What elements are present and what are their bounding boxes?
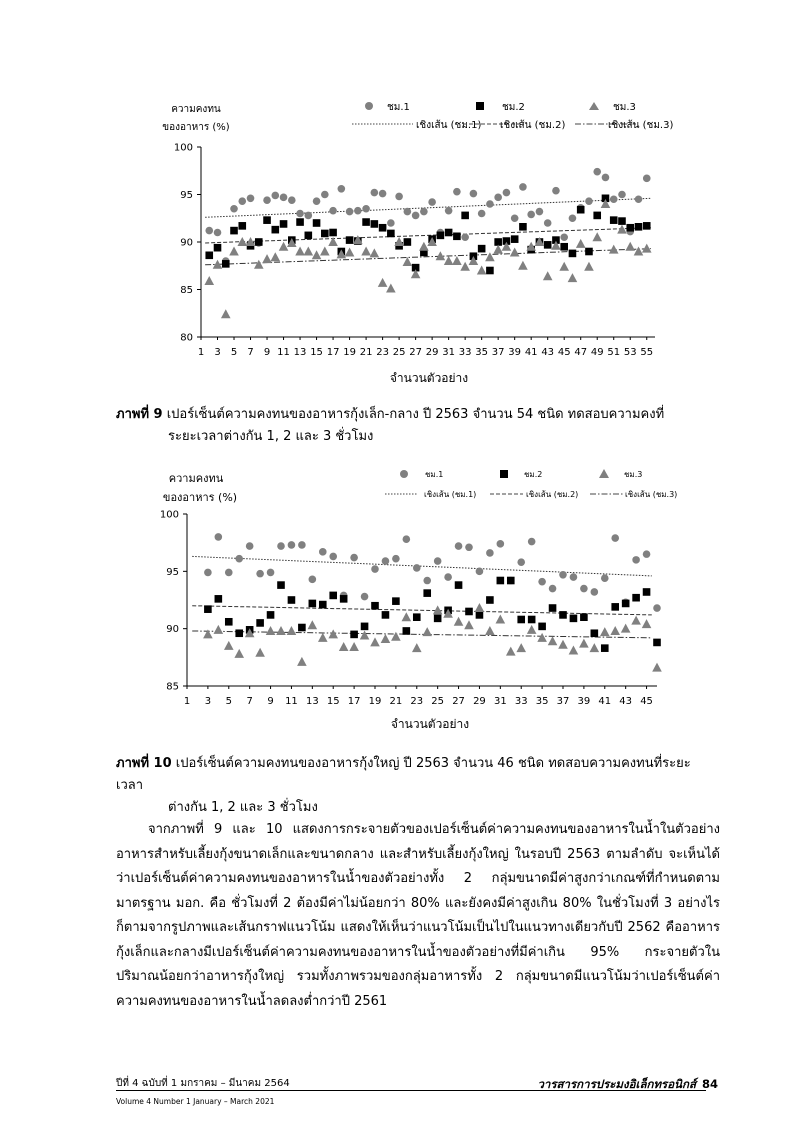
x-tick-label: 55 (640, 347, 654, 358)
x-tick-label: 21 (389, 696, 403, 707)
point-series-3 (360, 631, 370, 640)
x-tick-label: 35 (475, 347, 489, 358)
footer-issue (116, 1077, 290, 1090)
x-tick-label: 13 (293, 347, 307, 358)
y-tick-label: 85 (180, 285, 193, 296)
x-tick-label: 53 (623, 347, 637, 358)
footer-issue-english: Volume 4 Number 1 January – March 2021 (116, 1097, 275, 1106)
axes (187, 514, 657, 686)
x-tick-label: 23 (410, 696, 424, 707)
x-tick-label: 21 (359, 347, 373, 358)
point-series-1 (476, 568, 484, 576)
y-tick-label: 90 (180, 237, 193, 249)
point-series-2 (632, 594, 640, 602)
point-series-1 (204, 569, 212, 577)
point-series-2 (392, 597, 400, 605)
x-tick-label: 51 (607, 347, 621, 358)
point-series-3 (516, 643, 526, 652)
point-series-3 (349, 642, 359, 651)
footer-issue-english-wrap (116, 1095, 274, 1108)
point-series-3 (631, 616, 641, 625)
legend-trend-label-3: เชิงเส้น (ชม.3) (625, 490, 678, 499)
point-series-2 (371, 602, 379, 610)
point-series-1 (277, 542, 285, 550)
x-tick-label: 11 (277, 347, 290, 358)
point-series-2 (611, 603, 619, 611)
point-series-1 (528, 538, 536, 546)
point-series-3 (454, 617, 464, 626)
legend-trend-label-1: เชิงเส้น (ชม.1) (416, 120, 482, 131)
point-series-1 (423, 577, 431, 585)
point-series-3 (224, 641, 234, 650)
page-number: 84 (701, 1077, 718, 1091)
y-axis-label-line2: ของอาหาร (%) (162, 122, 230, 133)
point-series-2 (434, 615, 442, 623)
point-series-1 (392, 555, 400, 563)
x-tick-label: 41 (598, 696, 612, 707)
legend-label-series-2: ชม.2 (502, 102, 525, 113)
point-series-2 (455, 581, 463, 589)
point-series-2 (340, 595, 348, 603)
y-ticks (160, 510, 187, 693)
point-series-3 (610, 626, 620, 635)
point-series-1 (538, 578, 546, 586)
point-series-2 (653, 639, 661, 647)
point-series-2 (643, 588, 651, 596)
point-series-3 (527, 625, 537, 634)
point-series-1 (319, 548, 327, 556)
legend-marker-series-3 (599, 469, 609, 478)
footer-issue-thai: ปีที่ 4 ฉบับที่ 1 มกราคม – มีนาคม 2564 (116, 1078, 290, 1089)
point-series-1 (580, 585, 588, 593)
x-tick-label: 5 (225, 696, 232, 707)
point-series-3 (579, 639, 589, 648)
point-series-2 (486, 596, 494, 604)
point-series-3 (506, 647, 516, 656)
point-series-1 (413, 564, 421, 572)
x-tick-label: 29 (425, 347, 439, 358)
y-tick-label: 80 (180, 332, 193, 344)
x-tick-label: 27 (452, 696, 465, 707)
point-series-2 (382, 611, 390, 619)
point-series-2 (559, 611, 567, 619)
figure-9-label: ภาพที่ 9 (116, 407, 163, 422)
x-tick-label: 45 (557, 347, 571, 358)
x-tick-label: 45 (640, 696, 653, 707)
point-series-3 (297, 657, 307, 666)
point-series-3 (328, 629, 338, 638)
point-series-1 (570, 573, 578, 581)
x-tick-label: 1 (197, 347, 205, 358)
point-series-3 (266, 626, 276, 635)
x-tick-label: 37 (491, 347, 505, 358)
x-tick-label: 43 (541, 347, 555, 358)
y-tick-label: 100 (173, 142, 193, 154)
x-tick-label: 1 (183, 696, 191, 707)
point-series-1 (486, 549, 494, 557)
x-tick-label: 49 (590, 347, 604, 358)
point-series-1 (256, 570, 264, 578)
x-tick-label: 11 (285, 696, 298, 707)
y-tick-label: 100 (159, 509, 179, 521)
y-axis-label-line1: ความคงทน (171, 104, 221, 115)
legend-marker-series-2 (500, 470, 508, 478)
point-series-1 (309, 576, 317, 584)
y-axis-label-line1: ความคงทน (168, 472, 224, 485)
point-series-2 (622, 600, 630, 608)
point-series-3 (642, 619, 652, 628)
point-series-2 (225, 618, 233, 626)
point-series-3 (402, 612, 412, 621)
x-tick-label: 9 (263, 347, 271, 358)
point-series-1 (361, 593, 369, 601)
figure-9-caption-line2: ระยะเวลาต่างกัน 1, 2 และ 3 ชั่วโมง (168, 429, 374, 444)
point-series-2 (267, 611, 275, 619)
legend-label-series-2: ชม.2 (524, 470, 543, 479)
x-axis-label: จำนวนตัวอย่าง (390, 717, 470, 731)
point-series-3 (537, 633, 547, 642)
footer-journal (537, 1076, 718, 1094)
point-series-3 (600, 627, 610, 636)
point-series-2 (413, 613, 421, 621)
point-series-3 (464, 620, 474, 629)
point-series-1 (444, 573, 452, 581)
x-tick-label: 31 (442, 347, 456, 358)
point-series-2 (476, 611, 484, 619)
x-tick-label: 7 (246, 696, 253, 707)
point-series-1 (403, 535, 411, 543)
point-series-2 (517, 616, 525, 624)
point-series-2 (350, 631, 358, 639)
x-tick-label: 33 (514, 696, 528, 707)
point-series-1 (591, 588, 599, 596)
point-series-1 (632, 556, 640, 564)
point-series-2 (528, 616, 536, 624)
legend-label-series-1: ชม.1 (425, 470, 444, 479)
point-series-1 (235, 555, 243, 563)
x-tick-label: 9 (267, 696, 274, 707)
point-series-2 (235, 629, 243, 637)
x-tick-label: 15 (326, 696, 340, 707)
point-series-2 (570, 615, 578, 623)
legend-trend-label-2: เชิงเส้น (ชม.2) (500, 120, 566, 131)
x-tick-label: 13 (305, 696, 319, 707)
point-series-2 (591, 629, 599, 637)
point-series-2 (423, 589, 431, 597)
point-series-2 (277, 581, 285, 589)
x-tick-label: 47 (574, 347, 588, 358)
legend-trend-label-1: เชิงเส้น (ชม.1) (424, 490, 477, 499)
x-tick-label: 23 (376, 347, 389, 358)
legend-label-series-3: ชม.3 (624, 470, 643, 479)
x-tick-label: 5 (230, 347, 238, 358)
x-tick-label: 35 (535, 696, 549, 707)
point-series-3 (255, 648, 265, 657)
figure-10-caption-line2: ต่างกัน 1, 2 และ 3 ชั่วโมง (168, 800, 318, 815)
point-series-1 (653, 604, 661, 612)
point-series-1 (267, 569, 275, 577)
x-tick-label: 41 (524, 347, 538, 358)
point-series-3 (276, 626, 286, 635)
trendline-3 (192, 631, 652, 638)
point-series-3 (496, 614, 506, 623)
point-series-2 (497, 577, 505, 585)
legend-trend-label-3: เชิงเส้น (ชม.3) (608, 120, 674, 131)
x-axis-label: จำนวนตัวอย่าง (389, 371, 469, 385)
point-series-1 (549, 585, 557, 593)
x-tick-label: 39 (577, 696, 591, 707)
point-series-2 (329, 592, 337, 600)
body-paragraph: จากภาพที่ 9 และ 10 แสดงการกระจายตัวของเปอร์เซ็นต์ค่าความคงทนของอาหารในน้ำในตัวอย่างอาหารสำหรับเลี้ยงกุ้งขนาดเล็กและขนาดกลาง และสำหรับเลี้ยงกุ้งใหญ่ ในรอบปี 2563 ตามลำดับ จะเห็นได้ว่าเปอร์เซ็นต์ค่าความคงทนของอาหารในน้ำของตัวอย่างทั้ง 2 กลุ่มขนาดมีค่าสูงกว่าเกณฑ์ที่กำหนดตามมาตรฐาน มอก. คือ ชั่วโมงที่ 2 ต้องมีค่าไม่น้อยกว่า 80% และยังคงมีค่าสูงเกิน 80% ในชั่วโมงที่ 3 อย่างไรก็ตามจากรูปภาพและเส้นกราฟแนวโน้ม แสดงให้เห็นว่าแนวโน้มเป็นไปในแนวทางเดียวกับปี 2562 คืออาหารกุ้งเล็กและกลางมีเปอร์เซ็นต์ค่าความคงทนของอาหารในน้ำของตัวอย่างที่มีค่าเกิน 95% กระจายตัวในปริมาณน้อยกว่าอาหารกุ้งใหญ่ รวมทั้งภาพรวมของกลุ่มอาหารทั้ง 2 กลุ่มขนาดมีแนวโน้มว่าเปอร์เซ็นต์ค่าความคงทนของอาหารในน้ำลดลงต่ำกว่าปี 2561 (116, 822, 720, 1009)
point-series-3 (621, 624, 631, 633)
point-series-2 (601, 644, 609, 652)
figure-10-caption (116, 753, 716, 819)
point-series-2 (507, 577, 515, 585)
point-series-1 (611, 534, 619, 542)
point-series-3 (558, 640, 568, 649)
y-tick-label: 85 (166, 681, 179, 693)
point-series-3 (308, 620, 318, 629)
x-tick-label: 31 (493, 696, 507, 707)
point-series-3 (590, 643, 600, 652)
point-series-3 (391, 632, 401, 641)
point-series-3 (569, 645, 579, 654)
point-series-3 (234, 649, 244, 658)
legend-label-series-3: ชม.3 (613, 102, 636, 113)
point-series-1 (298, 541, 306, 549)
point-series-3 (433, 605, 443, 614)
y-tick-label: 95 (166, 566, 179, 578)
point-series-2 (215, 595, 223, 603)
x-tick-label: 33 (458, 347, 472, 358)
point-series-1 (382, 557, 390, 565)
point-series-2 (309, 600, 317, 608)
x-tick-label: 7 (247, 347, 254, 358)
point-series-1 (643, 550, 651, 558)
point-series-2 (204, 605, 212, 613)
legend-trend-label-2: เชิงเส้น (ชม.2) (526, 490, 579, 499)
point-series-1 (371, 565, 379, 573)
point-series-2 (361, 623, 369, 631)
point-series-1 (601, 574, 609, 582)
x-tick-label: 27 (409, 347, 422, 358)
figure-10-label: ภาพที่ 10 (116, 756, 172, 771)
legend (385, 469, 677, 499)
point-series-3 (475, 603, 485, 612)
x-tick-label: 37 (556, 696, 570, 707)
point-series-3 (485, 626, 495, 635)
x-tick-label: 39 (508, 347, 522, 358)
point-series-2 (256, 619, 264, 627)
point-series-3 (339, 642, 349, 651)
point-series-3 (318, 633, 328, 642)
point-series-3 (548, 636, 558, 645)
journal-name: วารสารการประมงอิเล็กทรอนิกส์ (537, 1077, 696, 1091)
point-series-2 (580, 613, 588, 621)
point-series-1 (246, 542, 254, 550)
legend-marker-series-1 (400, 470, 408, 478)
point-series-1 (497, 540, 505, 548)
x-tick-label: 19 (368, 696, 382, 707)
x-tick-label: 29 (473, 696, 486, 707)
legend-label-series-1: ชม.1 (387, 102, 410, 113)
point-series-2 (549, 604, 557, 612)
x-tick-label: 3 (204, 696, 212, 707)
x-tick-label: 15 (310, 347, 323, 358)
x-ticks (184, 686, 653, 707)
point-series-1 (215, 533, 223, 541)
data-points (203, 533, 662, 672)
point-series-2 (538, 623, 546, 631)
point-series-3 (214, 625, 224, 634)
point-series-1 (329, 553, 337, 561)
x-tick-label: 17 (347, 696, 361, 707)
point-series-3 (381, 634, 391, 643)
point-series-3 (652, 663, 662, 672)
x-tick-label: 19 (343, 347, 356, 358)
point-series-2 (298, 624, 306, 632)
point-series-3 (412, 643, 422, 652)
point-series-1 (225, 569, 233, 577)
point-series-1 (559, 571, 567, 579)
y-tick-label: 90 (166, 624, 179, 636)
x-tick-label: 17 (326, 347, 340, 358)
point-series-1 (517, 558, 525, 566)
y-axis-label-line2: ของอาหาร (%) (162, 491, 238, 504)
x-tick-label: 43 (619, 696, 633, 707)
point-series-2 (403, 627, 411, 635)
point-series-3 (422, 627, 432, 636)
point-series-2 (465, 608, 473, 616)
figure-9-caption-line1: เปอร์เซ็นต์ความคงทนของอาหารกุ้งเล็ก-กลาง ปี 2563 จำนวน 54 ชนิด ทดสอบความคงที่ (166, 407, 665, 422)
point-series-1 (465, 543, 473, 551)
x-tick-label: 25 (431, 696, 445, 707)
figure-10-caption-line1: เปอร์เซ็นต์ความคงทนของอาหารกุ้งใหญ่ ปี 2563 จำนวน 46 ชนิด ทดสอบความคงทนที่ระยะเวลา (116, 756, 691, 793)
x-tick-label: 25 (392, 347, 406, 358)
point-series-1 (434, 557, 442, 565)
point-series-2 (288, 596, 296, 604)
point-series-2 (319, 601, 327, 609)
y-tick-label: 95 (180, 190, 193, 201)
point-series-1 (455, 542, 463, 550)
point-series-1 (288, 541, 296, 549)
x-tick-label: 3 (214, 347, 221, 358)
point-series-1 (350, 554, 358, 562)
point-series-3 (287, 626, 297, 635)
point-series-3 (370, 637, 380, 646)
